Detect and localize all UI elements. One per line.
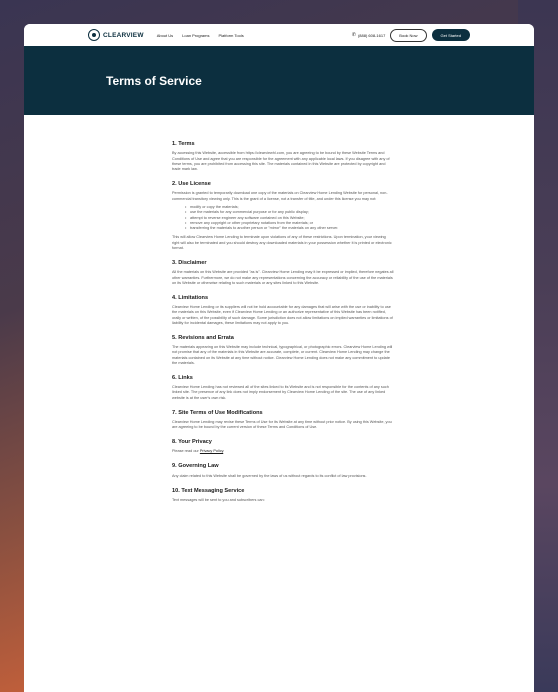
section-heading: 5. Revisions and Errata bbox=[172, 334, 234, 341]
phone-link[interactable] bbox=[352, 32, 386, 38]
terms-content bbox=[24, 115, 394, 503]
section-body: Any claim related to this Website shall be governed by the laws of us without regards to its conflict of law provisions. bbox=[172, 473, 367, 478]
list-item: • transferring the materials to another person or "mirror" the materials on any other server. bbox=[186, 226, 394, 231]
privacy-policy-link[interactable]: Privacy Policy bbox=[199, 449, 224, 454]
get-started-button[interactable]: Get Started bbox=[432, 29, 470, 41]
section-privacy bbox=[172, 439, 394, 455]
list-item: • modify or copy the materials; bbox=[186, 205, 394, 210]
privacy-suffix: . bbox=[223, 449, 225, 454]
phone-icon: ✆ bbox=[351, 32, 356, 38]
section-body: Clearview Home Lending may revise these Terms of Use for its Website at any time without prior notice. By using this Website, you are agreeing to be bound by the current version of these Terms and Conditions of Use. bbox=[172, 419, 392, 430]
book-now-button[interactable]: Book Now bbox=[390, 29, 426, 42]
section-body: The materials appearing on this Website may include technical, typographical, or photographic errors. Clearview Home Lending will not promise that any of the materials in this Website are accurate, complete, or current. Clearview Home Lending may change the materials contained on its Website at any time without notice. Clearview Home Lending does not make any commitment to update the materials. bbox=[172, 345, 393, 365]
section-body: Permission is granted to temporarily download one copy of the materials on Clearview Home Lending Website for personal, non-commercial transitory viewing only. This is the grant of a license, not a transfer of title, and under this license you may not: bbox=[172, 191, 388, 201]
page-title: Terms of Service bbox=[106, 73, 202, 88]
nav-link-about-us[interactable]: About Us bbox=[156, 32, 174, 38]
section-body: All the materials on this Website are provided "as is". Clearview Home Lending may it be expressed or implied, therefore negates all other warranties. Furthermore, we do not make any representations concerning the accuracy or reliability of the use of the materials on its Website or otherwise relating to such materials or any sites linked to this Website. bbox=[172, 270, 394, 285]
section-heading: 10. Text Messaging Service bbox=[172, 487, 245, 494]
section-disclaimer bbox=[172, 260, 394, 286]
section-modifications bbox=[172, 410, 394, 431]
list-item: • remove any copyright or other proprietary notations from the materials; or bbox=[186, 221, 394, 226]
list-item: • attempt to reverse engineer any software contained on this Website; bbox=[186, 216, 394, 221]
phone-number: (888) 608-1617 bbox=[357, 32, 386, 38]
browser-page bbox=[24, 24, 534, 692]
section-heading: 8. Your Privacy bbox=[172, 439, 212, 446]
brand-name: CLEARVIEW bbox=[103, 31, 144, 39]
logo-icon bbox=[88, 29, 100, 41]
section-heading: 1. Terms bbox=[172, 141, 195, 147]
section-terms bbox=[172, 141, 394, 172]
section-limitations bbox=[172, 295, 394, 326]
section-heading: 6. Links bbox=[172, 374, 193, 381]
section-heading: 9. Governing Law bbox=[172, 463, 219, 470]
section-heading: 2. Use License bbox=[172, 181, 211, 188]
nav-links bbox=[157, 33, 244, 38]
section-body: Text messages will be sent to you and subscribers can: bbox=[172, 497, 265, 502]
section-use-license bbox=[172, 181, 394, 251]
brand-logo[interactable] bbox=[88, 29, 144, 41]
nav-link-loan-programs[interactable]: Loan Programs bbox=[182, 32, 210, 38]
nav-link-platform-tools[interactable]: Platform Tools bbox=[218, 32, 244, 38]
section-heading: 4. Limitations bbox=[172, 294, 209, 301]
section-governing-law bbox=[172, 463, 394, 479]
section-body: Clearview Home Lending has not reviewed all of the sites linked to its Website and is not responsible for the contents of any such linked site. The presence of any link does not imply endorsement by Clearview Home Lending of the site. The use of any linked website is at the user's own risk. bbox=[172, 385, 389, 400]
list-item: • use the materials for any commercial purpose or for any public display; bbox=[186, 210, 394, 215]
privacy-prefix: Please read our bbox=[172, 449, 200, 454]
section-text-messaging bbox=[172, 488, 394, 504]
section-body: By accessing this Website, accessible from https://clearviewhl.com, you are agreeing to be bound by these Website Terms and Conditions of Use and agree that you are responsible for the agreement with any applicable local laws. If you disagree with any of these terms, you are prohibited from accessing this site. The materials contained in this Website are protected by copyright and trade mark law. bbox=[172, 151, 390, 172]
section-body: Clearview Home Lending or its suppliers will not be hold accountable for any damages that will arise with the use or inability to use the materials on this Website, even if Clearview Home Lending or an authorize representative of this Website has been notified, orally or written, of the possibility of such damage. Some jurisdiction does not allow limitations on implied warranties or limitations of liability for incidental damages, these limitations may not apply to you. bbox=[172, 305, 393, 325]
section-revisions bbox=[172, 335, 394, 366]
section-body bbox=[172, 449, 394, 454]
section-heading: 3. Disclaimer bbox=[172, 259, 207, 266]
section-body-continued: This will allow Clearview Home Lending to terminate upon violations of any of these restrictions. Upon termination, your viewing right will also be terminated and you should destroy any downloaded materials in your possession whether it is printed or electronic format. bbox=[172, 235, 392, 251]
section-links bbox=[172, 375, 394, 401]
hero-banner bbox=[24, 46, 534, 115]
section-heading: 7. Site Terms of Use Modifications bbox=[172, 409, 263, 416]
top-navigation bbox=[24, 24, 534, 46]
restriction-list bbox=[186, 205, 394, 231]
nav-actions bbox=[352, 29, 470, 42]
